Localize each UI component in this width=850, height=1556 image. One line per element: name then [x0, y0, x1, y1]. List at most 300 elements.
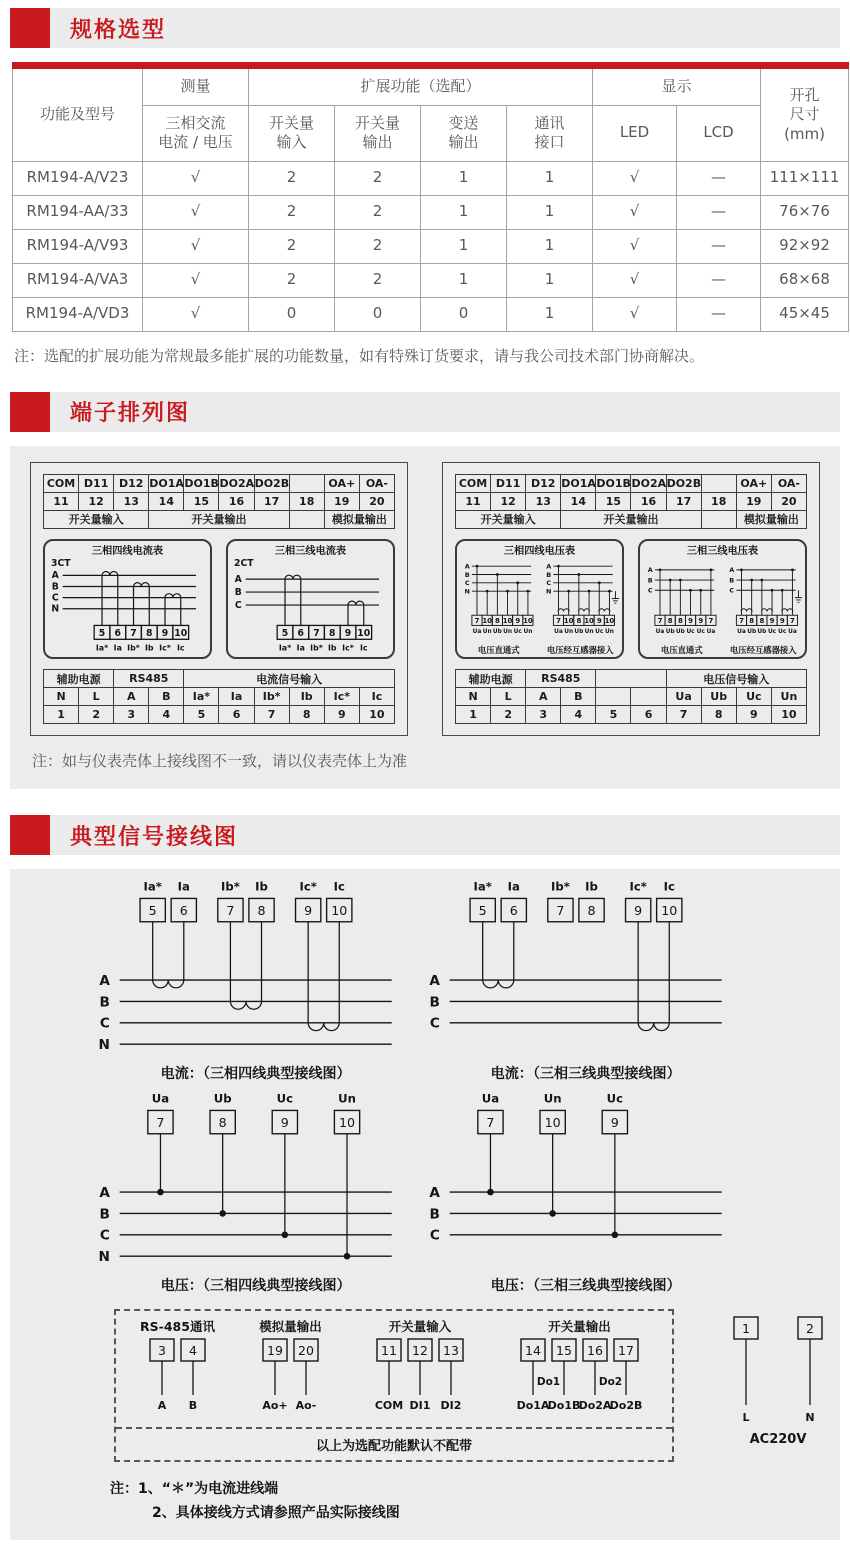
svg-text:15: 15 — [556, 1343, 572, 1359]
svg-text:Ia*: Ia* — [278, 642, 292, 652]
current-bottom-terminal-cell: N — [44, 688, 79, 706]
svg-text:A: A — [99, 973, 110, 990]
svg-text:A: A — [729, 565, 735, 574]
voltage-top-terminal-cell: COM — [456, 474, 491, 492]
svg-text:10: 10 — [584, 616, 594, 625]
svg-text:9: 9 — [698, 616, 704, 625]
svg-text:Un: Un — [523, 628, 533, 635]
current-top-terminal-cell: D11 — [79, 474, 114, 492]
svg-text:7: 7 — [739, 616, 744, 625]
voltage-top-terminal-cell: 16 — [631, 492, 666, 510]
svg-text:Uc: Uc — [276, 1092, 294, 1107]
terminals-section-title: 端子排列图 — [70, 401, 191, 426]
spec-header-cell: 测量 — [143, 66, 249, 106]
wiring-header-bar — [50, 815, 840, 855]
spec-cell: 1 — [507, 263, 593, 297]
voltage-bottom-terminal-cell: L — [491, 688, 526, 706]
spec-header-cell: 开关量 输入 — [249, 105, 335, 161]
svg-text:三相三线电流表: 三相三线电流表 — [274, 545, 347, 557]
svg-text:B: B — [188, 1399, 198, 1413]
svg-text:12: 12 — [411, 1343, 428, 1359]
voltage-top-terminal-cell: DO2B — [666, 474, 701, 492]
spec-cell: 1 — [507, 297, 593, 331]
section-marker-icon — [10, 815, 50, 855]
svg-text:N: N — [805, 1411, 815, 1425]
svg-text:B: B — [464, 570, 470, 579]
svg-text:A: A — [546, 561, 552, 570]
svg-text:9: 9 — [779, 616, 785, 625]
spec-header-cell: 扩展功能（选配） — [249, 66, 593, 106]
diagram-3p3w-voltage-meter — [638, 539, 807, 660]
svg-text:Ua: Ua — [737, 628, 746, 635]
current-bottom-terminal-cell: 1 — [44, 706, 79, 724]
wiring-note-1: 注：1、“＊”为电流进线端 — [110, 1481, 279, 1498]
svg-text:Do1: Do1 — [536, 1376, 561, 1389]
current-top-terminal-cell: OA- — [359, 474, 394, 492]
svg-text:B: B — [51, 580, 59, 592]
voltage-bottom-terminal-cell — [596, 670, 666, 688]
voltage-top-terminal-cell — [701, 510, 736, 528]
svg-text:9: 9 — [304, 903, 313, 919]
svg-text:8: 8 — [257, 903, 266, 919]
voltage-bottom-terminal-cell: 5 — [596, 706, 631, 724]
spec-cell: — — [677, 161, 761, 195]
spec-header-cell: 功能及型号 — [13, 66, 143, 162]
wiring-notes — [110, 1478, 840, 1526]
voltage-top-terminal-cell: 12 — [491, 492, 526, 510]
svg-text:2: 2 — [806, 1321, 814, 1337]
spec-cell: 111×111 — [761, 161, 849, 195]
svg-text:6: 6 — [114, 627, 121, 639]
spec-cell: 0 — [421, 297, 507, 331]
svg-text:8: 8 — [494, 616, 500, 625]
svg-text:A: A — [234, 573, 242, 585]
svg-text:6: 6 — [509, 903, 518, 919]
svg-text:B: B — [429, 994, 440, 1011]
svg-text:三相三线电压表: 三相三线电压表 — [686, 545, 759, 557]
current-bottom-terminal-cell: 4 — [149, 706, 184, 724]
svg-text:Do2B: Do2B — [609, 1399, 643, 1413]
rs485-option-diagram — [132, 1319, 223, 1423]
spec-table-row — [13, 229, 849, 263]
current-top-terminal-cell: 20 — [359, 492, 394, 510]
svg-text:Uc: Uc — [595, 628, 604, 635]
spec-table-head — [13, 66, 849, 162]
spec-header-cell: 通讯 接口 — [507, 105, 593, 161]
voltage-top-terminal-table — [455, 474, 807, 529]
svg-text:Un: Un — [564, 628, 574, 635]
svg-text:N: N — [98, 1249, 110, 1266]
svg-text:A: A — [647, 565, 653, 574]
current-top-terminal-cell: 17 — [254, 492, 289, 510]
svg-text:10: 10 — [482, 616, 493, 625]
svg-text:14: 14 — [525, 1343, 541, 1359]
spec-header-bar — [50, 8, 840, 48]
spec-table — [12, 62, 849, 332]
terminals-note: 注：如与仪表壳体上接线图不一致，请以仪表壳体上为准 — [32, 752, 408, 771]
current-top-terminal-table — [43, 474, 395, 529]
current-top-terminal-cell: 18 — [289, 492, 324, 510]
spec-cell: RM194-A/V93 — [13, 229, 143, 263]
svg-text:10: 10 — [661, 903, 678, 919]
spec-cell: 1 — [421, 195, 507, 229]
current-top-terminal-cell — [289, 510, 324, 528]
voltage-top-terminal-cell: 14 — [561, 492, 596, 510]
current-top-terminal-cell: 14 — [149, 492, 184, 510]
svg-text:Ia: Ia — [296, 642, 305, 652]
spec-table-row — [13, 161, 849, 195]
svg-text:电压经互感器接入: 电压经互感器接入 — [729, 644, 797, 655]
wiring-diagrams-area — [10, 869, 840, 1540]
svg-text:19: 19 — [267, 1343, 284, 1359]
power-supply-svg — [718, 1309, 838, 1451]
current-top-terminal-cell: 开关量输出 — [149, 510, 289, 528]
svg-text:5: 5 — [98, 627, 106, 639]
svg-text:A: A — [99, 1185, 110, 1202]
spec-header-cell: 开关量 输出 — [335, 105, 421, 161]
svg-text:1: 1 — [742, 1321, 750, 1337]
voltage-top-terminal-cell: 开关量输入 — [456, 510, 561, 528]
svg-text:Ua: Ua — [151, 1092, 170, 1107]
analog-output-option-diagram — [245, 1319, 336, 1423]
spec-cell: 0 — [249, 297, 335, 331]
spec-cell: 0 — [335, 297, 421, 331]
svg-text:Un: Un — [543, 1092, 562, 1107]
svg-text:三相四线电流表: 三相四线电流表 — [91, 545, 164, 557]
spec-cell: RM194-A/VA3 — [13, 263, 143, 297]
current-bottom-terminal-cell: 辅助电源 — [44, 670, 114, 688]
svg-text:9: 9 — [161, 627, 169, 639]
spec-header-cell: 开孔 尺寸 (mm) — [761, 66, 849, 162]
voltage-bottom-terminal-cell: 1 — [456, 706, 491, 724]
voltage-bottom-terminal-cell: 6 — [631, 706, 666, 724]
svg-text:9: 9 — [280, 1115, 289, 1131]
svg-text:Ic: Ic — [359, 642, 368, 652]
svg-text:8: 8 — [667, 616, 673, 625]
spec-cell: 2 — [249, 229, 335, 263]
diagram-3p3w-current-meter-svg — [229, 543, 392, 656]
svg-text:Un: Un — [584, 628, 594, 635]
svg-text:8: 8 — [677, 616, 683, 625]
spec-header-cell: 三相交流 电流 / 电压 — [143, 105, 249, 161]
svg-text:9: 9 — [344, 627, 352, 639]
current-top-terminal-cell: DO1B — [184, 474, 219, 492]
svg-text:Uc: Uc — [696, 628, 705, 635]
spec-cell: 92×92 — [761, 229, 849, 263]
spec-cell: — — [677, 263, 761, 297]
svg-text:7: 7 — [556, 616, 561, 625]
optional-row — [114, 1309, 840, 1462]
svg-text:N: N — [546, 586, 552, 595]
svg-text:Ub: Ub — [675, 628, 685, 635]
svg-text:10: 10 — [604, 616, 615, 625]
current-bottom-terminal-cell: L — [79, 688, 114, 706]
voltage-top-terminal-cell: D12 — [526, 474, 561, 492]
diagram-voltage-3p3w-svg — [410, 1091, 740, 1297]
svg-text:Uc: Uc — [778, 628, 787, 635]
svg-text:Ub: Ub — [757, 628, 767, 635]
spec-table-body — [13, 161, 849, 331]
svg-text:Ic*: Ic* — [159, 642, 171, 652]
svg-text:A: A — [429, 1185, 440, 1202]
svg-text:9: 9 — [515, 616, 521, 625]
svg-text:3CT: 3CT — [51, 557, 71, 569]
spec-cell: 2 — [335, 161, 421, 195]
current-bottom-terminal-cell: Ib — [289, 688, 324, 706]
diagram-3p3w-voltage-meter-svg — [641, 543, 804, 656]
section-marker-icon — [10, 8, 50, 48]
svg-text:7: 7 — [657, 616, 663, 625]
voltage-mini-row — [455, 539, 807, 660]
spec-header-cell: LCD — [677, 105, 761, 161]
current-top-terminal-cell: DO2B — [254, 474, 289, 492]
svg-text:Ub: Ub — [574, 628, 584, 635]
svg-text:N: N — [51, 603, 60, 615]
svg-text:C: C — [464, 578, 470, 587]
svg-text:COM: COM — [374, 1399, 403, 1413]
svg-text:电压直通式: 电压直通式 — [660, 644, 703, 655]
svg-text:10: 10 — [563, 616, 574, 625]
wiring-section-title: 典型信号接线图 — [70, 824, 239, 850]
spec-cell: √ — [143, 229, 249, 263]
svg-text:Ua: Ua — [481, 1092, 500, 1107]
svg-text:Ia*: Ia* — [473, 880, 492, 895]
voltage-top-terminal-cell: DO2A — [631, 474, 666, 492]
spec-header-cell: LED — [593, 105, 677, 161]
svg-text:7: 7 — [556, 903, 565, 919]
terminal-diagrams-area — [10, 446, 840, 790]
svg-text:Ic*: Ic* — [629, 880, 647, 895]
svg-text:7: 7 — [790, 616, 795, 625]
voltage-top-terminal-cell: 17 — [666, 492, 701, 510]
current-top-terminal-cell — [289, 474, 324, 492]
voltage-top-terminal-cell: 20 — [771, 492, 806, 510]
svg-text:16: 16 — [587, 1343, 603, 1359]
svg-text:5: 5 — [148, 903, 157, 919]
svg-text:Ic: Ic — [333, 880, 345, 895]
svg-text:8: 8 — [218, 1115, 227, 1131]
spec-cell: RM194-A/V23 — [13, 161, 143, 195]
current-top-terminal-cell: OA+ — [324, 474, 359, 492]
svg-text:N: N — [464, 586, 470, 595]
spec-cell: √ — [593, 161, 677, 195]
svg-text:C: C — [234, 599, 242, 611]
svg-text:9: 9 — [596, 616, 602, 625]
current-bottom-terminal-cell: A — [114, 688, 149, 706]
terminal-panel-current — [30, 462, 408, 737]
voltage-top-terminal-cell — [701, 474, 736, 492]
svg-text:Uc: Uc — [606, 1092, 624, 1107]
svg-text:5: 5 — [478, 903, 487, 919]
voltage-bottom-terminal-cell: Uc — [736, 688, 771, 706]
current-top-terminal-cell: DO2A — [219, 474, 254, 492]
typical-diagram-grid — [80, 879, 840, 1297]
wiring-section-header — [10, 815, 840, 855]
current-bottom-terminal-cell: 2 — [79, 706, 114, 724]
diagram-3p4w-voltage-meter-svg — [458, 543, 621, 656]
svg-text:Ib: Ib — [255, 880, 268, 895]
svg-text:Ua: Ua — [554, 628, 563, 635]
svg-text:B: B — [99, 994, 110, 1011]
svg-text:Ib*: Ib* — [310, 642, 323, 652]
spec-cell: √ — [593, 229, 677, 263]
current-bottom-terminal-table — [43, 669, 395, 724]
svg-text:17: 17 — [618, 1343, 634, 1359]
voltage-top-terminal-cell: OA- — [771, 474, 806, 492]
diagram-voltage-3p4w-svg — [80, 1091, 410, 1297]
svg-text:Ua: Ua — [788, 628, 797, 635]
diagram-3p4w-current-meter — [43, 539, 212, 660]
section-wiring — [0, 815, 850, 1540]
svg-text:C: C — [546, 578, 552, 587]
spec-cell: 2 — [249, 263, 335, 297]
svg-text:6: 6 — [297, 627, 304, 639]
svg-text:C: C — [51, 591, 59, 603]
current-bottom-terminal-cell: Ic* — [324, 688, 359, 706]
voltage-top-terminal-cell: 模拟量输出 — [736, 510, 806, 528]
spec-cell: √ — [593, 263, 677, 297]
current-top-terminal-cell: 15 — [184, 492, 219, 510]
svg-text:Ia*: Ia* — [143, 880, 162, 895]
current-top-terminal-cell: DO1A — [149, 474, 184, 492]
svg-text:Ic*: Ic* — [299, 880, 317, 895]
spec-cell: 1 — [507, 195, 593, 229]
svg-text:7: 7 — [226, 903, 235, 919]
spec-cell: 1 — [507, 161, 593, 195]
current-bottom-terminal-cell: Ia — [219, 688, 254, 706]
svg-text:10: 10 — [174, 627, 188, 639]
spec-cell: √ — [143, 297, 249, 331]
section-terminals — [0, 392, 850, 790]
svg-text:电压：（三相四线典型接线图）: 电压：（三相四线典型接线图） — [160, 1278, 351, 1295]
svg-text:2CT: 2CT — [234, 557, 254, 569]
diagram-3p4w-voltage-meter — [455, 539, 624, 660]
svg-text:11: 11 — [380, 1343, 397, 1359]
power-supply-diagram — [718, 1309, 838, 1455]
svg-text:6: 6 — [179, 903, 188, 919]
svg-text:Ic: Ic — [176, 642, 185, 652]
diagram-voltage-3p4w — [80, 1091, 410, 1297]
svg-text:DI2: DI2 — [440, 1399, 462, 1413]
svg-text:电压直通式: 电压直通式 — [477, 644, 520, 655]
current-bottom-terminal-cell: B — [149, 688, 184, 706]
svg-text:Ia: Ia — [113, 642, 122, 652]
current-top-terminal-cell: 19 — [324, 492, 359, 510]
svg-text:B: B — [546, 570, 552, 579]
svg-text:3: 3 — [158, 1343, 166, 1359]
svg-text:RS-485通讯: RS-485通讯 — [140, 1319, 215, 1335]
svg-text:A: A — [51, 569, 59, 581]
spec-cell: 1 — [507, 229, 593, 263]
voltage-top-terminal-cell: OA+ — [736, 474, 771, 492]
spec-cell: 2 — [249, 195, 335, 229]
svg-text:L: L — [742, 1411, 750, 1425]
terminals-section-header — [10, 392, 840, 432]
spec-cell: √ — [593, 195, 677, 229]
svg-text:Un: Un — [503, 628, 512, 635]
svg-text:Un: Un — [338, 1092, 356, 1107]
voltage-bottom-terminal-cell: Ua — [666, 688, 701, 706]
voltage-bottom-terminal-cell: B — [561, 688, 596, 706]
svg-text:Ao+: Ao+ — [262, 1399, 288, 1413]
current-top-terminal-cell: 12 — [79, 492, 114, 510]
voltage-bottom-terminal-cell: 9 — [736, 706, 771, 724]
terminal-panel-voltage — [442, 462, 820, 737]
voltage-top-terminal-cell: 开关量输出 — [561, 510, 701, 528]
svg-text:Ib: Ib — [144, 642, 154, 652]
voltage-top-terminal-cell: 18 — [701, 492, 736, 510]
voltage-bottom-terminal-cell: Ub — [701, 688, 736, 706]
svg-text:Ao-: Ao- — [296, 1399, 317, 1413]
svg-text:Ib*: Ib* — [127, 642, 140, 652]
spec-cell: 2 — [335, 195, 421, 229]
diagram-current-3p4w — [80, 879, 410, 1085]
voltage-top-terminal-cell: 11 — [456, 492, 491, 510]
svg-text:Ib: Ib — [585, 880, 598, 895]
voltage-bottom-terminal-cell: 电压信号输入 — [666, 670, 806, 688]
svg-text:B: B — [429, 1206, 440, 1223]
voltage-bottom-terminal-cell: A — [526, 688, 561, 706]
svg-text:C: C — [729, 586, 735, 595]
spec-cell: — — [677, 195, 761, 229]
svg-text:Ic*: Ic* — [342, 642, 354, 652]
voltage-bottom-terminal-cell — [596, 688, 631, 706]
svg-text:8: 8 — [587, 903, 596, 919]
spec-table-row — [13, 195, 849, 229]
current-bottom-terminal-cell: 电流信号输入 — [184, 670, 395, 688]
svg-text:7: 7 — [156, 1115, 165, 1131]
svg-text:三相四线电压表: 三相四线电压表 — [503, 545, 576, 557]
current-bottom-terminal-cell: 9 — [324, 706, 359, 724]
svg-text:4: 4 — [189, 1343, 197, 1359]
svg-text:电流：（三相四线典型接线图）: 电流：（三相四线典型接线图） — [160, 1066, 351, 1083]
svg-text:10: 10 — [331, 903, 348, 919]
spec-cell: √ — [143, 195, 249, 229]
svg-text:电流：（三相三线典型接线图）: 电流：（三相三线典型接线图） — [490, 1066, 681, 1083]
svg-text:Do1A: Do1A — [516, 1399, 550, 1413]
svg-text:Uc: Uc — [767, 628, 777, 635]
svg-text:Un: Un — [604, 628, 614, 635]
spec-cell: 1 — [421, 161, 507, 195]
svg-text:9: 9 — [610, 1115, 619, 1131]
voltage-bottom-terminal-cell: 4 — [561, 706, 596, 724]
spec-section-header — [10, 8, 840, 48]
spec-cell: √ — [143, 263, 249, 297]
svg-text:Ub: Ub — [747, 628, 757, 635]
spec-cell: — — [677, 297, 761, 331]
optional-groups — [116, 1311, 672, 1423]
current-top-terminal-cell: 16 — [219, 492, 254, 510]
wiring-note-2: 2、具体接线方式请参照产品实际接线图 — [152, 1505, 400, 1522]
voltage-bottom-terminal-cell: 10 — [771, 706, 806, 724]
svg-text:A: A — [429, 973, 440, 990]
current-bottom-terminal-cell: 10 — [359, 706, 394, 724]
svg-text:5: 5 — [281, 627, 289, 639]
svg-text:N: N — [98, 1037, 110, 1054]
svg-text:C: C — [429, 1016, 440, 1033]
spec-cell: 1 — [421, 229, 507, 263]
svg-text:8: 8 — [576, 616, 582, 625]
voltage-bottom-terminal-cell — [631, 688, 666, 706]
spec-cell: RM194-AA/33 — [13, 195, 143, 229]
svg-text:8: 8 — [329, 627, 336, 639]
svg-text:Uc: Uc — [686, 628, 695, 635]
voltage-top-terminal-cell: 13 — [526, 492, 561, 510]
svg-text:10: 10 — [357, 627, 371, 639]
spec-note: 注：选配的扩展功能为常规最多能扩展的功能数量，如有特殊订货要求，请与我公司技术部门协商解决。 — [14, 346, 705, 365]
spec-header-cell: 显示 — [593, 66, 761, 106]
spec-cell: — — [677, 229, 761, 263]
